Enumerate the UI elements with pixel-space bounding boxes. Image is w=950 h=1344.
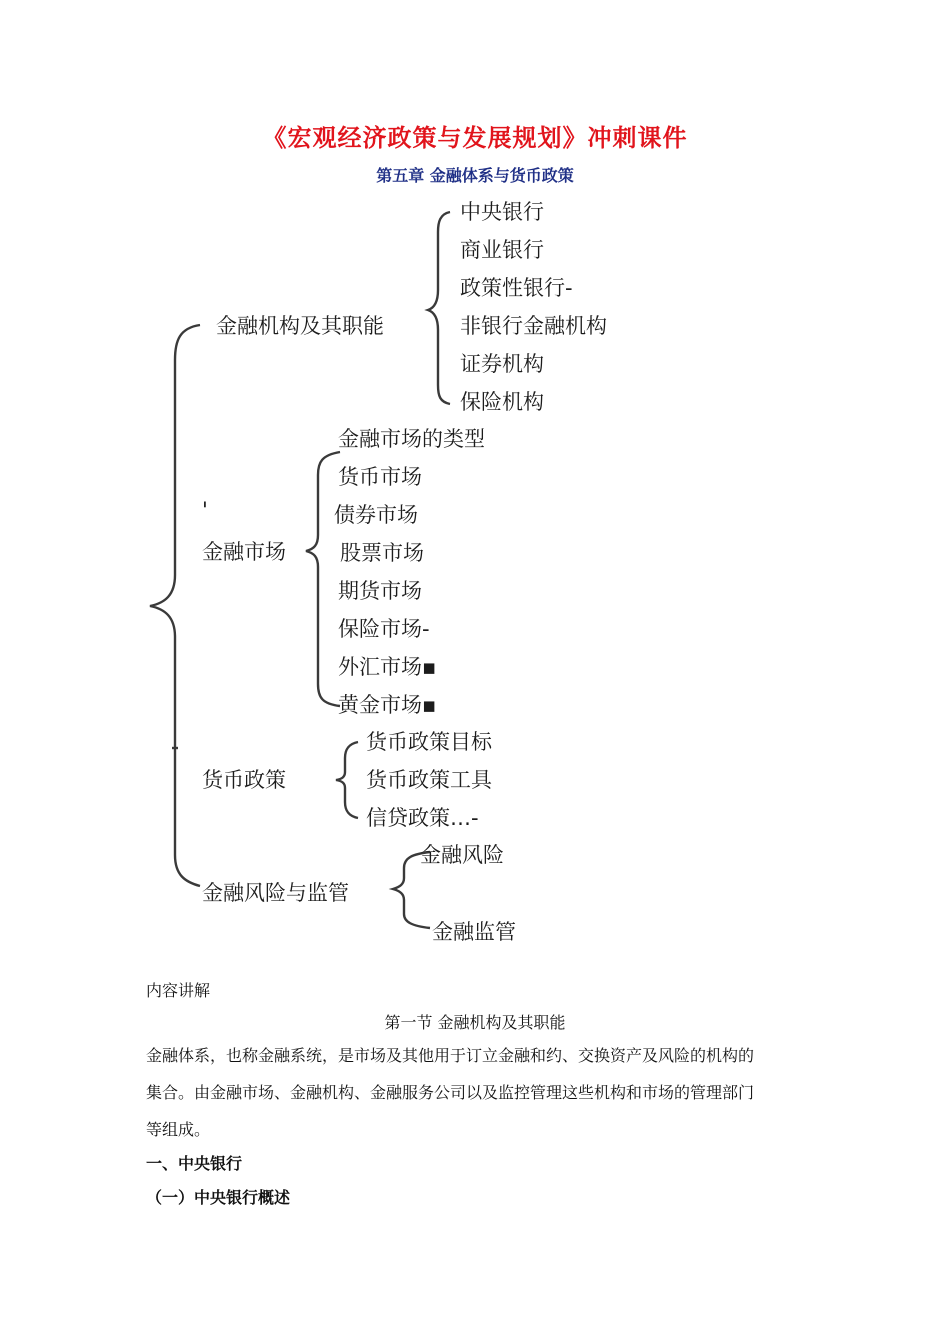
leaf-money-market: 货币市场 bbox=[338, 465, 422, 489]
leaf-financial-risk: 金融风险 bbox=[420, 843, 504, 867]
leaf-securities: 证券机构 bbox=[460, 352, 544, 376]
branch-markets: 金融市场 bbox=[202, 540, 286, 564]
leaf-policy-bank: 政策性银行- bbox=[460, 276, 573, 300]
document-title: 《宏观经济政策与发展规划》冲刺课件 bbox=[262, 123, 688, 152]
leaf-stock-market: 股票市场 bbox=[340, 541, 424, 565]
intro-label: 内容讲解 bbox=[146, 981, 211, 1000]
subheading-overview: （一）中央银行概述 bbox=[146, 1188, 291, 1207]
main-brace bbox=[150, 325, 200, 886]
leaf-insurance: 保险机构 bbox=[460, 390, 544, 414]
paragraph-line-1: 金融体系，也称金融系统，是市场及其他用于订立金融和约、交换资产及风险的机构的 bbox=[146, 1046, 755, 1065]
brace-policy bbox=[336, 742, 358, 818]
section-title: 第一节 金融机构及其职能 bbox=[384, 1013, 566, 1032]
leaf-nonbank: 非银行金融机构 bbox=[460, 314, 607, 338]
heading-central-bank: 一、中央银行 bbox=[146, 1154, 243, 1173]
leaf-central-bank: 中央银行 bbox=[460, 200, 544, 224]
leaf-market-types: 金融市场的类型 bbox=[338, 427, 485, 451]
branch-risk: 金融风险与监管 bbox=[202, 881, 349, 905]
brace-markets bbox=[306, 452, 340, 706]
leaf-commercial-bank: 商业银行 bbox=[460, 238, 544, 262]
paragraph-line-2: 集合。由金融市场、金融机构、金融服务公司以及监控管理这些机构和市场的管理部门 bbox=[146, 1083, 755, 1102]
leaf-bond-market: 债券市场 bbox=[334, 503, 418, 527]
leaf-policy-goal: 货币政策目标 bbox=[366, 730, 492, 754]
branch-policy: 货币政策 bbox=[202, 768, 286, 792]
leaf-futures-market: 期货市场 bbox=[338, 579, 422, 603]
paragraph-line-3: 等组成。 bbox=[146, 1120, 211, 1139]
leaf-fx-market: 外汇市场▪ bbox=[338, 655, 437, 679]
leaf-credit-policy: 信贷政策…- bbox=[366, 806, 479, 830]
leaf-gold-market: 黄金市场▪ bbox=[338, 693, 437, 717]
brace-institutions bbox=[428, 212, 450, 404]
stray-mark: ' bbox=[202, 498, 208, 522]
chapter-title: 第五章 金融体系与货币政策 bbox=[376, 166, 574, 185]
leaf-financial-regulation: 金融监管 bbox=[432, 920, 516, 944]
branch-institutions: 金融机构及其职能 bbox=[216, 314, 384, 338]
leaf-policy-tools: 货币政策工具 bbox=[366, 768, 492, 792]
leaf-insurance-market: 保险市场- bbox=[338, 617, 430, 641]
